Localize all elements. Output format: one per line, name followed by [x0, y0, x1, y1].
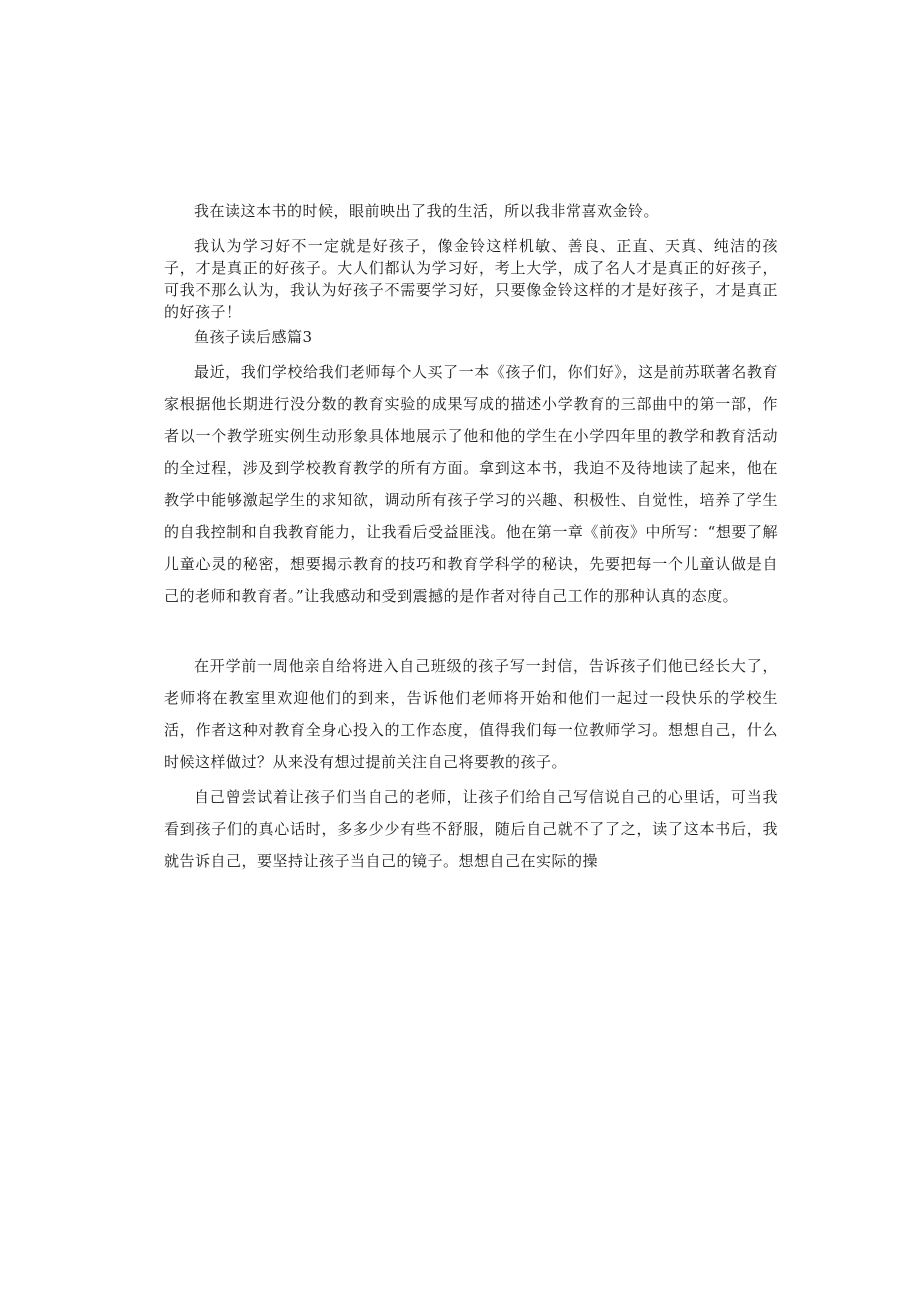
paragraph-letter-before-school: 在开学前一周他亲自给将进入自己班级的孩子写一封信，告诉孩子们他已经长大了，老师将在教室里欢迎他们的到来，告诉他们老师将开始和他们一起过一段快乐的学校生活，作者这种对教育全身心投入的工作态度，值得我们每一位教师学习。想想自己，什么时候这样做过？从来没有想过提前关注自己将要教的孩子。: [164, 657, 778, 771]
paragraph-book-intro: 最近，我们学校给我们老师每个人买了一本《孩子们，你们好》，这是前苏联著名教育家根据他长期进行没分数的教育实验的成果写成的描述小学教育的三部曲中的第一部，作者以一个教学班实例生动形象具体地展示了他和他的学生在小学四年里的教学和教育活动的全过程，涉及到学校教育教学的所有方面。拿到这本书，我迫不及待地读了起来，他在教学中能够激起学生的求知欲，调动所有孩子学习的兴趣、积极性、自觉性，培养了学生的自我控制和自我教育能力，让我看后受益匪浅。他在第一章《前夜》中所写：“想要了解儿童心灵的秘密，想要揭示教育的技巧和教育学科学的秘诀，先要把每一个儿童认做是自己的老师和教育者。”让我感动和受到震撼的是作者对待自己工作的那种认真的态度。: [164, 363, 778, 605]
section-heading: 鱼孩子读后感篇3: [194, 328, 313, 346]
paragraph-reading-reflection: 我在读这本书的时候，眼前映出了我的生活，所以我非常喜欢金铃。: [194, 202, 660, 220]
paragraph-self-reflection: 自己曾尝试着让孩子们当自己的老师，让孩子们给自己写信说自己的心里话，可当我看到孩子们的真心话时，多多少少有些不舒服，随后自己就不了了之，读了这本书后，我就告诉自己，要坚持让孩子当自己的镜子。想想自己在实际的操: [164, 788, 778, 870]
paragraph-good-child: 我认为学习好不一定就是好孩子，像金铃这样机敏、善良、正直、天真、纯洁的孩子，才是真正的好孩子。大人们都认为学习好，考上大学，成了名人才是真正的好孩子，可我不那么认为，我认为好孩子不需要学习好，只要像金铃这样的才是好孩子，才是真正的好孩子！: [164, 237, 778, 321]
